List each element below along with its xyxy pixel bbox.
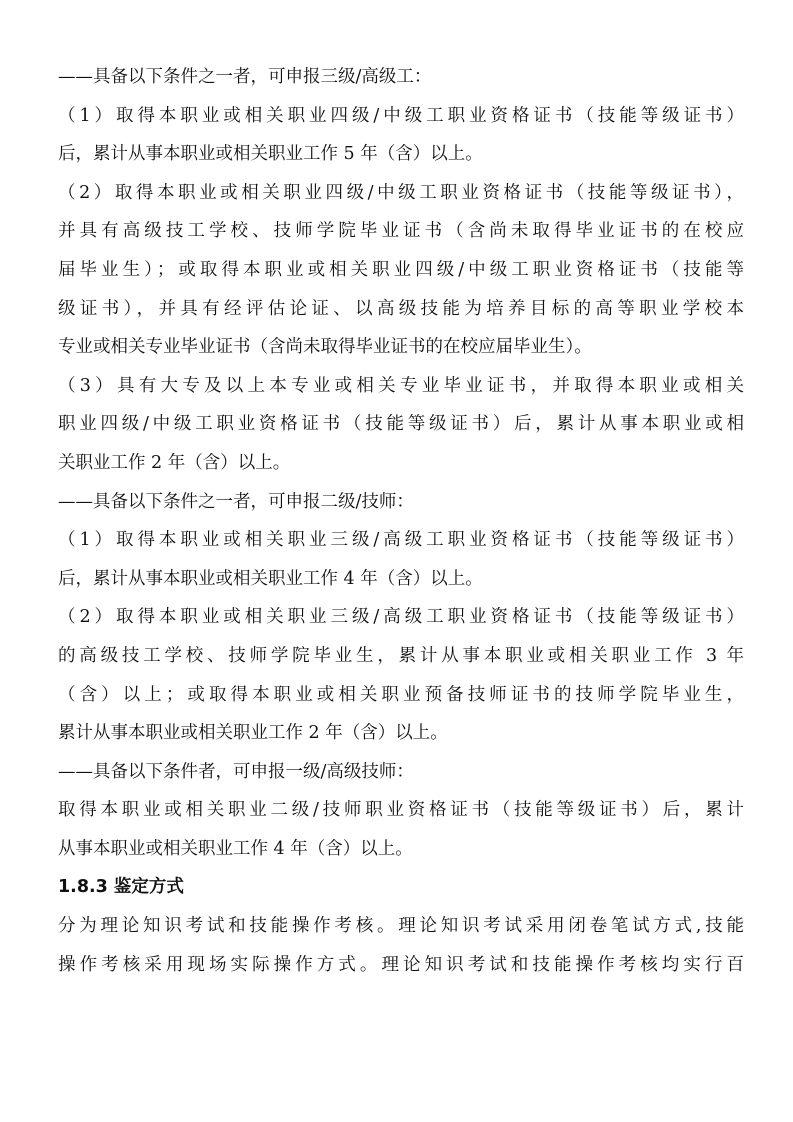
text-line-3: 后，累计从事本职业或相关职业工作 5 年（含）以上。 — [58, 144, 483, 165]
text-line-13: （1）取得本职业或相关职业三级/高级工职业资格证书（技能等级证书） — [58, 530, 744, 551]
text-line-4: （2）取得本职业或相关职业四级/中级工职业资格证书（技能等级证书）， — [58, 182, 744, 203]
text-line-21: 从事本职业或相关职业工作 4 年（含）以上。 — [58, 838, 413, 859]
text-line-16: 的高级技工学校、技师学院毕业生，累计从事本职业或相关职业工作 3 年 — [58, 645, 744, 666]
text-line-8: 专业或相关专业毕业证书（含尚未取得毕业证书的在校应届毕业生）。 — [58, 337, 592, 358]
text-line-15: （2）取得本职业或相关职业三级/高级工职业资格证书（技能等级证书） — [58, 607, 744, 628]
text-line-1: ——具备以下条件之一者，可申报三级/高级工： — [58, 67, 432, 87]
text-line-9: （3）具有大专及以上本专业或相关专业毕业证书，并取得本职业或相关 — [58, 375, 744, 396]
text-line-14: 后，累计从事本职业或相关职业工作 4 年（含）以上。 — [58, 568, 483, 589]
section-heading: 1.8.3 鉴定方式 — [58, 877, 184, 898]
text-line-5: 并具有高级技工学校、技师学院毕业证书（含尚未取得毕业证书的在校应 — [58, 221, 744, 242]
text-line-7: 级证书），并具有经评估论证、以高级技能为培养目标的高等职业学校本 — [58, 298, 744, 319]
text-line-11: 关职业工作 2 年（含）以上。 — [58, 452, 291, 473]
text-line-18: 累计从事本职业或相关职业工作 2 年（含）以上。 — [58, 723, 448, 744]
text-line-2: （1）取得本职业或相关职业四级/中级工职业资格证书（技能等级证书） — [58, 105, 744, 126]
text-line-6: 届毕业生）；或取得本职业或相关职业四级/中级工职业资格证书（技能等 — [58, 259, 744, 280]
text-line-22: 分为理论知识考试和技能操作考核。理论知识考试采用闭卷笔试方式,技能 — [58, 916, 744, 937]
text-line-10: 职业四级/中级工职业资格证书（技能等级证书）后，累计从事本职业或相 — [58, 414, 744, 435]
text-line-19: ——具备以下条件者，可申报一级/高级技师： — [58, 761, 414, 782]
text-line-23: 操作考核采用现场实际操作方式。理论知识考试和技能操作考核均实行百 — [58, 954, 744, 975]
text-line-12: ——具备以下条件之一者，可申报二级/技师： — [58, 491, 414, 512]
document-page — [58, 58, 744, 984]
text-line-17: （含）以上；或取得本职业或相关职业预备技师证书的技师学院毕业生， — [58, 684, 744, 705]
text-line-20: 取得本职业或相关职业二级/技师职业资格证书（技能等级证书）后，累计 — [58, 800, 744, 821]
